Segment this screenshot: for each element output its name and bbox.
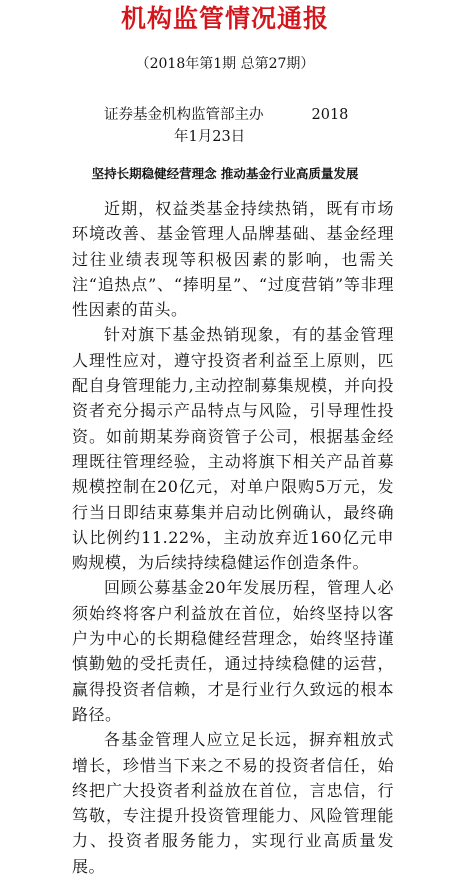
paragraph: 针对旗下基金热销现象，有的基金管理人理性应对，遵守投资者利益至上原则，匹配自身管理能力,主动控制募集规模，并向投资者充分揭示产品特点与风险，引导理性投资。如前期某券商资管子公司，根据基金经理既往管理经验，主动将旗下相关产品首募规模控制在20亿元，对单户限购5万元，发行当日即结束募集并启动比例确认，最终确认比例约11.22%，主动放弃近160亿元申购规模，为后续持续稳健运作创造条件。 [72, 325, 394, 573]
publisher-info [104, 104, 404, 148]
paragraph: 回顾公募基金20年发展历程，管理人必须始终将客户利益放在首位，始终坚持以客户为中心的长期稳健经营理念，始终坚持谨慎勤勉的受托责任，通过持续稳健的运营，赢得投资者信赖，才是行业行久致远的根本路径。 [72, 578, 394, 724]
document-title: 机构监管情况通报 [120, 4, 329, 33]
issue-number: （2018年第1期 总第27期） [135, 56, 315, 72]
publish-date: 年1月23日 [174, 129, 246, 145]
publisher-name: 证券基金机构监管部主办 [104, 107, 264, 123]
publisher-year: 2018 [311, 107, 349, 123]
paragraph: 各基金管理人应立足长远，摒弃粗放式增长，珍惜当下来之不易的投资者信任，始终把广大投资者利益放在首位，言忠信，行笃敬，专注提升投资管理能力、风险管理能力、投资者服务能力，实现行业高质量发展。 [72, 730, 394, 876]
article-headline: 坚持长期稳健经营理念 推动基金行业高质量发展 [91, 166, 359, 181]
paragraph: 近期，权益类基金持续热销，既有市场环境改善、基金管理人品牌基础、基金经理过往业绩表现等积极因素的影响，也需关注“追热点”、“捧明星”、“过度营销”等非理性因素的苗头。 [72, 199, 394, 320]
article-body [72, 196, 394, 879]
